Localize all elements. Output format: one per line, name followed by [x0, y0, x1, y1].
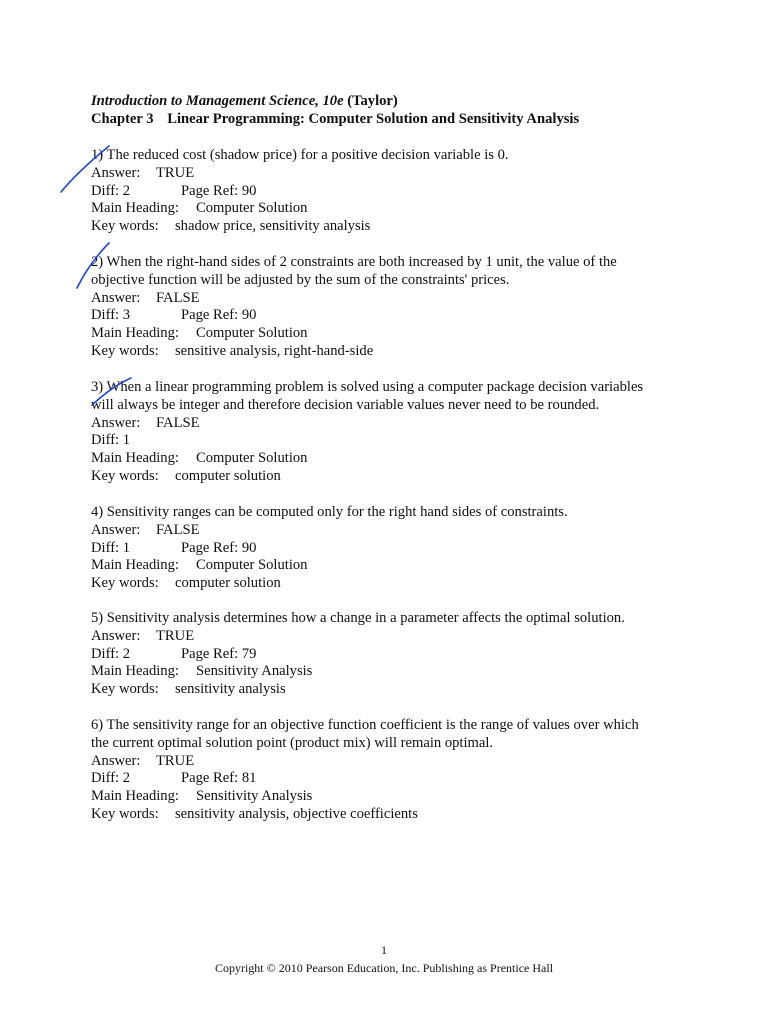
main-heading-value: Sensitivity Analysis: [196, 663, 313, 680]
main-heading-label: Main Heading:: [91, 200, 179, 217]
page-number: 1: [381, 943, 387, 957]
main-heading-row: [91, 663, 691, 681]
chapter-title: Linear Programming: Computer Solution and Sensitivity Analysis: [167, 110, 580, 127]
main-heading-value: Computer Solution: [196, 200, 308, 217]
question-4: [91, 504, 691, 593]
chapter-heading: [91, 111, 731, 129]
answer-label: Answer:: [91, 627, 141, 644]
key-words-value: shadow price, sensitivity analysis: [175, 218, 371, 235]
answer-row: [91, 628, 691, 646]
diff-row: [91, 540, 691, 558]
diff-label: Diff:: [91, 539, 120, 556]
answer-value: TRUE: [156, 752, 195, 769]
question-text: will always be integer and therefore decision variable values never need to be rounded.: [91, 396, 600, 413]
book-title: Introduction to Management Science, 10e: [91, 93, 344, 109]
key-words-value: sensitivity analysis: [175, 681, 286, 698]
key-words-value: computer solution: [175, 575, 281, 592]
main-heading-label: Main Heading:: [91, 325, 179, 342]
answer-value: FALSE: [156, 521, 200, 538]
question-1: [91, 147, 691, 236]
main-heading-row: [91, 557, 691, 575]
main-heading-value: Sensitivity Analysis: [196, 788, 313, 805]
answer-row: [91, 522, 691, 540]
diff-value: 2: [122, 770, 131, 787]
answer-row: [91, 165, 691, 183]
diff-row: [91, 770, 691, 788]
answer-value: FALSE: [156, 414, 200, 431]
diff-row: [91, 307, 691, 325]
main-heading-row: [91, 325, 691, 343]
key-words-value: computer solution: [175, 467, 281, 484]
key-words-row: [91, 218, 691, 236]
question-5: [91, 610, 691, 699]
answer-label: Answer:: [91, 414, 141, 431]
answer-row: [91, 290, 691, 308]
answer-label: Answer:: [91, 164, 141, 181]
key-words-value: sensitivity analysis, objective coefficients: [175, 805, 418, 822]
diff-value: 1: [122, 539, 131, 556]
page-ref-value: 79: [241, 645, 257, 662]
key-words-row: [91, 806, 691, 824]
key-words-label: Key words:: [91, 342, 159, 359]
page-ref-value: 81: [241, 770, 257, 787]
answer-value: TRUE: [156, 164, 195, 181]
diff-value: 2: [122, 645, 131, 662]
answer-row: [91, 415, 691, 433]
question-text: 4) Sensitivity ranges can be computed only for the right hand sides of constraints.: [91, 504, 568, 520]
diff-value: 3: [122, 307, 131, 324]
diff-label: Diff:: [91, 432, 120, 449]
diff-label: Diff:: [91, 182, 120, 199]
question-text: the current optimal solution point (product mix) will remain optimal.: [91, 734, 494, 751]
page-ref-value: 90: [241, 307, 257, 324]
page-ref-label: Page Ref:: [181, 182, 239, 199]
diff-label: Diff:: [91, 770, 120, 787]
main-heading-label: Main Heading:: [91, 557, 179, 574]
key-words-label: Key words:: [91, 575, 159, 592]
book-title-line: [91, 93, 731, 111]
diff-row: [91, 646, 691, 664]
main-heading-row: [91, 200, 691, 218]
diff-label: Diff:: [91, 645, 120, 662]
question-text: 6) The sensitivity range for an objective function coefficient is the range of values over which: [91, 717, 639, 733]
main-heading-label: Main Heading:: [91, 450, 179, 467]
diff-label: Diff:: [91, 307, 120, 324]
key-words-label: Key words:: [91, 218, 159, 235]
diff-field: [91, 183, 181, 201]
question-text: 5) Sensitivity analysis determines how a change in a parameter affects the optimal solution.: [91, 610, 625, 626]
page-ref-label: Page Ref:: [181, 645, 239, 662]
main-heading-label: Main Heading:: [91, 788, 179, 805]
main-heading-value: Computer Solution: [196, 325, 308, 342]
main-heading-label: Main Heading:: [91, 663, 179, 680]
page-ref-label: Page Ref:: [181, 770, 239, 787]
diff-field: [91, 540, 181, 558]
copyright-notice: Copyright © 2010 Pearson Education, Inc. Publishing as Prentice Hall: [214, 961, 554, 975]
answer-row: [91, 753, 691, 771]
diff-row: [91, 183, 691, 201]
chapter-label: Chapter 3: [91, 110, 154, 127]
diff-value: 1: [122, 432, 131, 449]
diff-field: [91, 646, 181, 664]
page-ref-label: Page Ref:: [181, 539, 239, 556]
diff-value: 2: [122, 182, 131, 199]
key-words-label: Key words:: [91, 805, 159, 822]
key-words-value: sensitive analysis, right-hand-side: [175, 342, 374, 359]
diff-row: [91, 432, 691, 450]
question-2: [91, 254, 691, 361]
main-heading-row: [91, 450, 691, 468]
key-words-row: [91, 468, 691, 486]
key-words-label: Key words:: [91, 467, 159, 484]
page-ref-label: Page Ref:: [181, 307, 239, 324]
question-text: 1) The reduced cost (shadow price) for a positive decision variable is 0.: [91, 147, 509, 163]
author: (Taylor): [347, 93, 398, 109]
answer-label: Answer:: [91, 521, 141, 538]
key-words-label: Key words:: [91, 681, 159, 698]
question-text: objective function will be adjusted by the sum of the constraints' prices.: [91, 271, 510, 288]
document-header: [91, 93, 731, 129]
answer-label: Answer:: [91, 752, 141, 769]
question-3: [91, 379, 691, 486]
main-heading-row: [91, 788, 691, 806]
answer-value: TRUE: [156, 627, 195, 644]
question-6: [91, 717, 691, 824]
key-words-row: [91, 575, 691, 593]
diff-field: [91, 770, 181, 788]
key-words-row: [91, 681, 691, 699]
question-text: 3) When a linear programming problem is solved using a computer package decision variables: [91, 379, 644, 395]
question-text: 2) When the right-hand sides of 2 constraints are both increased by 1 unit, the value of the: [91, 254, 617, 270]
key-words-row: [91, 343, 691, 361]
answer-value: FALSE: [156, 289, 200, 306]
diff-field: [91, 307, 181, 325]
page-ref-value: 90: [241, 539, 257, 556]
main-heading-value: Computer Solution: [196, 557, 308, 574]
page-ref-value: 90: [241, 182, 257, 199]
main-heading-value: Computer Solution: [196, 450, 308, 467]
answer-label: Answer:: [91, 289, 141, 306]
